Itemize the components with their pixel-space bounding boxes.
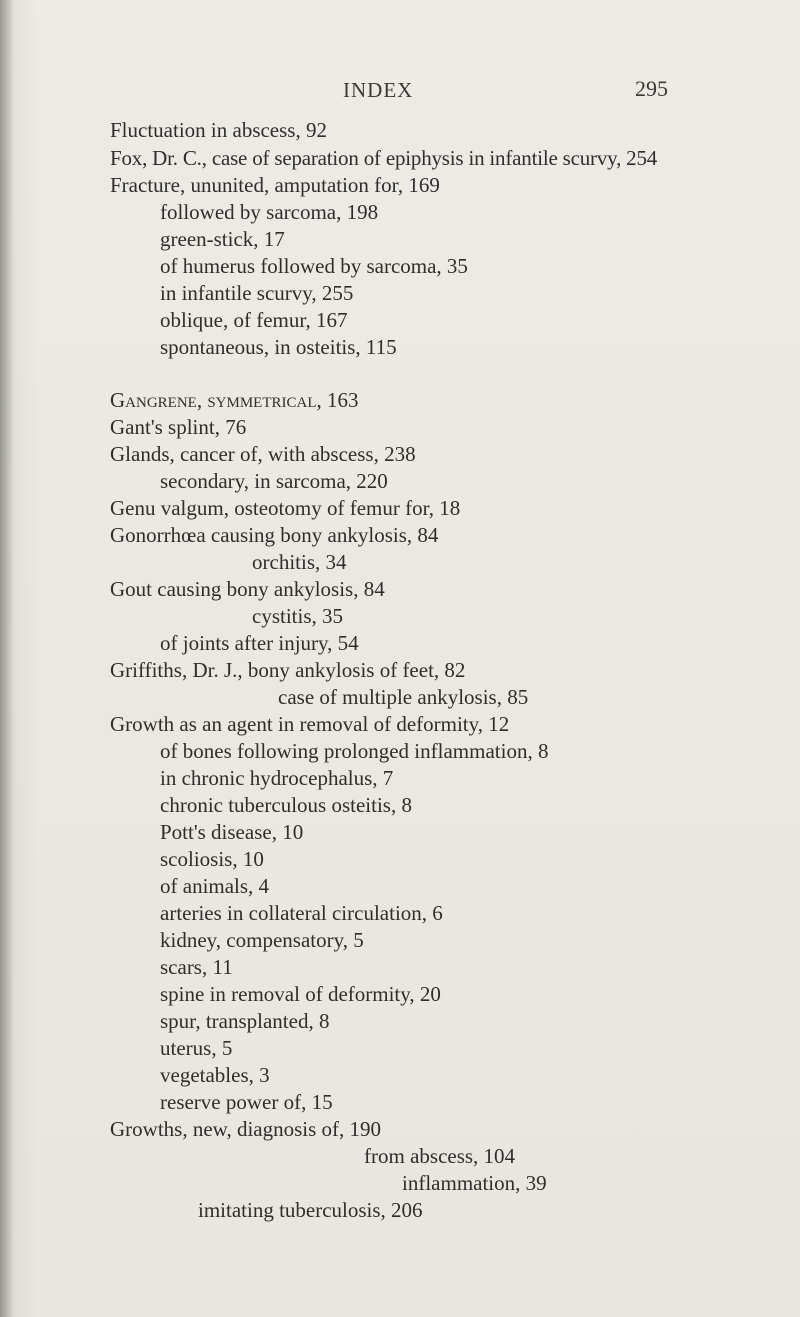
index-subentry: green-stick, 17	[160, 227, 285, 251]
index-subentry: uterus, 5	[160, 1036, 233, 1060]
index-subentry: followed by sarcoma, 198	[160, 200, 379, 224]
index-subentry: of humerus followed by sarcoma, 35	[160, 254, 468, 278]
index-entry: Fluctuation in abscess, 92	[110, 118, 327, 142]
index-entry: Gangrene, symmetrical, 163	[110, 388, 359, 412]
index-subentry: oblique, of femur, 167	[160, 308, 348, 332]
index-subentry: chronic tuberculous osteitis, 8	[160, 793, 412, 817]
index-entry: Gout causing bony ankylosis, 84	[110, 577, 385, 601]
index-entry: Genu valgum, osteotomy of femur for, 18	[110, 496, 461, 520]
index-subentry: spontaneous, in osteitis, 115	[160, 335, 397, 359]
index-entry: Fracture, ununited, amputation for, 169	[110, 173, 440, 197]
index-subentry: Pott's disease, 10	[160, 820, 304, 844]
index-subentry: of animals, 4	[160, 874, 270, 898]
index-entry: Griffiths, Dr. J., bony ankylosis of feet, 82	[110, 658, 466, 682]
index-subentry: imitating tuberculosis, 206	[198, 1198, 423, 1222]
index-subentry: scoliosis, 10	[160, 847, 264, 871]
index-subentry: in infantile scurvy, 255	[160, 281, 354, 305]
page-number: 295	[635, 76, 668, 101]
index-subentry: case of multiple ankylosis, 85	[278, 685, 529, 709]
index-subentry: spine in removal of deformity, 20	[160, 982, 441, 1006]
index-subentry: orchitis, 34	[252, 550, 347, 574]
index-entry: Growths, new, diagnosis of, 190	[110, 1117, 382, 1141]
index-subentry: secondary, in sarcoma, 220	[160, 469, 388, 493]
index-entry: Gonorrhœa causing bony ankylosis, 84	[110, 523, 439, 547]
index-subentry: of bones following prolonged inflammation, 8	[160, 739, 549, 763]
index-subentry: from abscess, 104	[364, 1144, 516, 1168]
header-title: INDEX	[343, 78, 414, 102]
index-subentry: scars, 11	[160, 955, 233, 979]
index-subentry: reserve power of, 15	[160, 1090, 333, 1114]
index-subentry: spur, transplanted, 8	[160, 1009, 330, 1033]
index-entry: Growth as an agent in removal of deformity, 12	[110, 712, 510, 736]
index-subentry: kidney, compensatory, 5	[160, 928, 364, 952]
index-subentry: inflammation, 39	[402, 1171, 547, 1195]
index-entry: Fox, Dr. C., case of separation of epiphysis in infantile scurvy, 254	[110, 146, 658, 170]
index-entry: Gant's splint, 76	[110, 415, 247, 439]
index-subentry: in chronic hydrocephalus, 7	[160, 766, 394, 790]
index-subentry: cystitis, 35	[252, 604, 344, 628]
index-subentry: vegetables, 3	[160, 1063, 270, 1087]
index-subentry: of joints after injury, 54	[160, 631, 359, 655]
index-entry: Glands, cancer of, with abscess, 238	[110, 442, 416, 466]
index-subentry: arteries in collateral circulation, 6	[160, 901, 443, 925]
